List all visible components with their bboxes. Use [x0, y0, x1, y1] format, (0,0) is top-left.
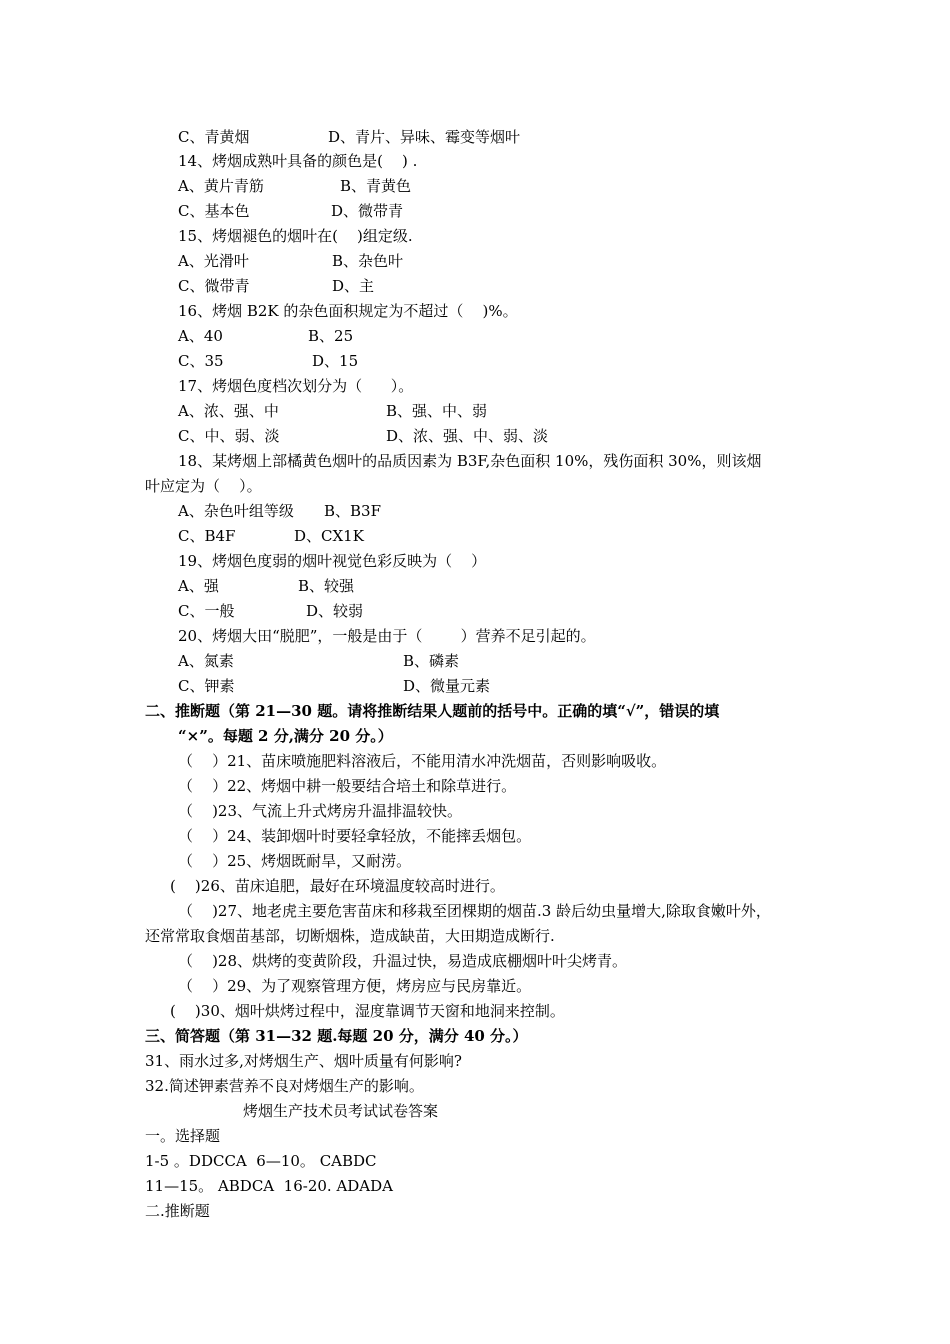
section-heading-short-answer: 三、简答题（第 31—32 题.每题 20 分，满分 40 分。） [145, 1027, 528, 1045]
option-line [178, 651, 460, 671]
option-c: C、钾素 [178, 677, 235, 695]
judgment-item-30: ( )30、烟叶烘烤过程中，湿度靠调节天窗和地洞来控制。 [170, 1002, 565, 1020]
option-c: C、青黄烟 [178, 128, 250, 146]
option-d: D、青片、异味、霉变等烟叶 [328, 128, 521, 146]
option-d: D、主 [332, 277, 375, 295]
option-c: C、B4F [178, 527, 236, 545]
question-17: 17、烤烟色度档次划分为（ ）。 [178, 377, 414, 395]
option-d: D、15 [312, 352, 359, 370]
question-16: 16、烤烟 B2K 的杂色面积规定为不超过（ )%。 [178, 302, 518, 320]
judgment-item-27-cont: 还常常取食烟苗基部，切断烟株，造成缺苗，大田期造成断行. [145, 927, 555, 945]
option-b: B、青黄色 [340, 177, 412, 195]
option-d: D、浓、强、中、弱、淡 [386, 427, 549, 445]
option-b: B、B3F [324, 502, 381, 520]
option-b: B、磷素 [403, 652, 460, 670]
option-b: B、强、中、弱 [386, 402, 488, 420]
question-18-cont: 叶应定为（ ）。 [145, 477, 262, 495]
option-line [178, 601, 364, 621]
option-b: B、25 [308, 327, 354, 345]
judgment-item-27: （ )27、地老虎主要危害苗床和移栽至团棵期的烟苗.3 龄后幼虫量增大,除取食嫩叶外， [178, 902, 771, 920]
question-19: 19、烤烟色度弱的烟叶视觉色彩反映为（ ） [178, 552, 487, 570]
answer-section-choice: 一。选择题 [145, 1127, 221, 1145]
question-14: 14、烤烟成熟叶具备的颜色是( ) . [178, 152, 418, 170]
question-15: 15、烤烟褪色的烟叶在( )组定级. [178, 227, 413, 245]
answer-line-2: 11—15。 ABDCA 16-20. ADADA [145, 1177, 393, 1195]
option-line [178, 276, 375, 296]
question-20: 20、烤烟大田“脱肥”，一般是由于（ ）营养不足引起的。 [178, 627, 596, 645]
judgment-item-22: （ ）22、烤烟中耕一般要结合培土和除草进行。 [178, 777, 517, 795]
judgment-item-26: ( )26、苗床追肥，最好在环境温度较高时进行。 [170, 877, 505, 895]
option-c: C、微带青 [178, 277, 250, 295]
option-a: A、40 [178, 327, 223, 345]
option-line [178, 676, 491, 696]
option-a: A、强 [178, 577, 219, 595]
option-line [178, 127, 521, 147]
option-c: C、中、弱、淡 [178, 427, 280, 445]
answer-line-1: 1-5 。DDCCA 6—10。 CABDC [145, 1152, 377, 1170]
option-c: C、一般 [178, 602, 235, 620]
option-line [178, 426, 549, 446]
section-heading-judgment-cont: “×”。每题 2 分,满分 20 分。） [178, 727, 393, 745]
option-b: B、杂色叶 [332, 252, 404, 270]
answer-key-title: 烤烟生产技术员考试试卷答案 [243, 1102, 439, 1120]
option-line [178, 526, 364, 546]
option-line [178, 401, 488, 421]
judgment-item-24: （ ）24、装卸烟叶时要轻拿轻放，不能摔丢烟包。 [178, 827, 532, 845]
judgment-item-29: （ ）29、为了观察管理方便，烤房应与民房靠近。 [178, 977, 532, 995]
option-d: D、微量元素 [403, 677, 491, 695]
option-d: D、CX1K [294, 527, 364, 545]
section-heading-judgment: 二、推断题（第 21—30 题。请将推断结果人题前的括号中。正确的填“√”，错误的填 [145, 702, 720, 720]
question-18: 18、某烤烟上部橘黄色烟叶的品质因素为 B3F,杂色面积 10%，残伤面积 30%，则该烟 [178, 452, 762, 470]
answer-section-judgment: 二.推断题 [145, 1202, 210, 1220]
option-b: B、较强 [298, 577, 355, 595]
judgment-item-28: （ )28、烘烤的变黄阶段，升温过快，易造成底棚烟叶叶尖烤青。 [178, 952, 628, 970]
option-line [178, 251, 404, 271]
option-c: C、基本色 [178, 202, 250, 220]
option-d: D、微带青 [331, 202, 404, 220]
option-line [178, 326, 354, 346]
option-a: A、氮素 [178, 652, 234, 670]
option-c: C、35 [178, 352, 224, 370]
option-line [178, 351, 359, 371]
option-a: A、浓、强、中 [178, 402, 279, 420]
judgment-item-25: （ ）25、烤烟既耐旱，又耐涝。 [178, 852, 412, 870]
judgment-item-23: （ )23、气流上升式烤房升温排温较快。 [178, 802, 463, 820]
option-d: D、较弱 [306, 602, 364, 620]
short-answer-32: 32.简述钾素营养不良对烤烟生产的影响。 [145, 1077, 424, 1095]
short-answer-31: 31、雨水过多,对烤烟生产、烟叶质量有何影响? [145, 1052, 462, 1070]
option-line [178, 501, 381, 521]
option-line [178, 176, 412, 196]
option-a: A、杂色叶组等级 [178, 502, 294, 520]
option-line [178, 201, 404, 221]
judgment-item-21: （ ）21、苗床喷施肥料溶液后，不能用清水冲洗烟苗，否则影响吸收。 [178, 752, 667, 770]
option-a: A、黄片青筋 [178, 177, 264, 195]
option-a: A、光滑叶 [178, 252, 249, 270]
option-line [178, 576, 355, 596]
